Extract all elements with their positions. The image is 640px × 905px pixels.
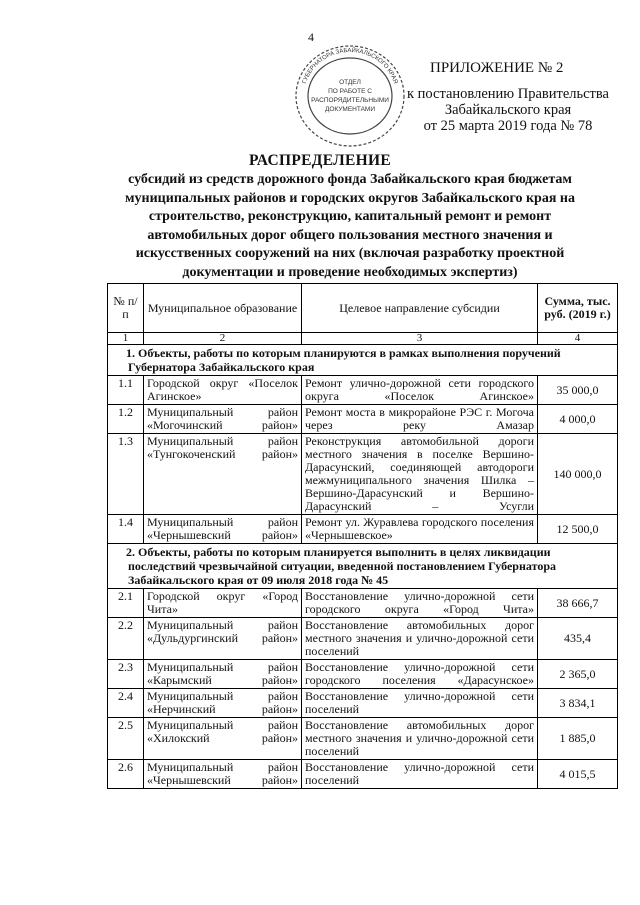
table-row: [108, 618, 618, 660]
subsidy-table: [107, 283, 618, 789]
official-stamp: [292, 38, 408, 154]
row-purpose: Ремонт улично-дорожной сети городского округа «Поселок Агинское»: [302, 376, 538, 405]
row-municipality: Муниципальный район «Хилокский район»: [144, 718, 302, 760]
row-number: 2.6: [108, 760, 144, 789]
row-purpose: Ремонт моста в микрорайоне РЭС г. Могоча через реку Амазар: [302, 405, 538, 434]
section-title: 1. Объекты, работы по которым планируются в рамках выполнения поручений Губернатора Забайкальского края: [108, 345, 618, 376]
table-row: [108, 405, 618, 434]
row-purpose: Ремонт ул. Журавлева городского поселения «Чернышевское»: [302, 515, 538, 544]
column-number: 3: [302, 333, 538, 345]
row-amount: 3 834,1: [538, 689, 618, 718]
stamp-line-3: РАСПОРЯДИТЕЛЬНЫМИ: [311, 97, 389, 104]
decree-line-2: Забайкальского края: [444, 102, 572, 118]
row-amount: 4 000,0: [538, 405, 618, 434]
row-number: 2.4: [108, 689, 144, 718]
column-number-row: [108, 333, 618, 345]
document-subtitle: субсидий из средств дорожного фонда Забайкальского края бюджетам муниципальных районов и городских округов Забайкальского края на строительство, реконструкцию, капитальный ремонт и ремонт автомобильных дорог общего пользования местного значения и искусственных сооружений на них (включая разработку проектной документации и проведение необходимых экспертиз): [125, 172, 575, 280]
row-amount: 4 015,5: [538, 760, 618, 789]
section-title: 2. Объекты, работы по которым планируется выполнить в целях ликвидации последствий чрезвычайной ситуации, введенной постановлением Губернатора Забайкальского края от 09 июля 2018 года № 45: [108, 544, 618, 589]
stamp-line-1: ОТДЕЛ: [339, 79, 361, 86]
row-purpose: Восстановление автомобильных дорог местного значения и улично-дорожной сети поселений: [302, 618, 538, 660]
column-number: 4: [538, 333, 618, 345]
row-number: 1.1: [108, 376, 144, 405]
row-amount: 140 000,0: [538, 434, 618, 515]
row-municipality: Городской округ «Поселок Агинское»: [144, 376, 302, 405]
row-municipality: Муниципальный район «Карымский район»: [144, 660, 302, 689]
page-number: 4: [308, 30, 314, 44]
stamp-ring-text: ГУБЕРНАТОРА ЗАБАЙКАЛЬСКОГО КРАЯ: [301, 47, 399, 85]
row-purpose: Восстановление улично-дорожной сети городского поселения «Дарасунское»: [302, 660, 538, 689]
header-number: № п/п: [108, 284, 144, 333]
decree-line-1: к постановлению Правительства: [407, 86, 609, 102]
row-municipality: Муниципальный район «Могочинский район»: [144, 405, 302, 434]
row-municipality: Муниципальный район «Тунгокоченский район»: [144, 434, 302, 515]
decree-reference: [392, 86, 624, 134]
table-row: [108, 434, 618, 515]
table-row: [108, 760, 618, 789]
column-number: 2: [144, 333, 302, 345]
table-row: [108, 376, 618, 405]
row-number: 2.2: [108, 618, 144, 660]
row-amount: 1 885,0: [538, 718, 618, 760]
appendix-label: ПРИЛОЖЕНИЕ № 2: [430, 60, 564, 76]
row-purpose: Реконструкция автомобильной дороги местного значения в поселке Вершино-Дарасунский, соединяющей автодороги межмуниципального значения Шилка – Вершино-Дарасунский и Вершино-Дарасунский – Усугли: [302, 434, 538, 515]
header-amount: Сумма, тыс. руб. (2019 г.): [538, 284, 618, 333]
row-municipality: Муниципальный район «Дульдургинский район»: [144, 618, 302, 660]
row-number: 1.3: [108, 434, 144, 515]
header-municipality: Муниципальное образование: [144, 284, 302, 333]
row-amount: 12 500,0: [538, 515, 618, 544]
column-number: 1: [108, 333, 144, 345]
section-row: [108, 345, 618, 376]
row-municipality: Муниципальный район «Чернышевский район»: [144, 515, 302, 544]
stamp-line-4: ДОКУМЕНТАМИ: [324, 106, 376, 113]
header-purpose: Целевое направление субсидии: [302, 284, 538, 333]
row-municipality: Муниципальный район «Чернышевский район»: [144, 760, 302, 789]
row-amount: 38 666,7: [538, 589, 618, 618]
row-purpose: Восстановление улично-дорожной сети поселений: [302, 760, 538, 789]
section-row: [108, 544, 618, 589]
decree-line-3: от 25 марта 2019 года № 78: [423, 118, 593, 134]
row-number: 2.5: [108, 718, 144, 760]
row-amount: 435,4: [538, 618, 618, 660]
table-row: [108, 515, 618, 544]
table-row: [108, 589, 618, 618]
row-purpose: Восстановление автомобильных дорог местного значения и улично-дорожной сети поселений: [302, 718, 538, 760]
row-number: 2.3: [108, 660, 144, 689]
row-municipality: Городской округ «Город Чита»: [144, 589, 302, 618]
row-purpose: Восстановление улично-дорожной сети поселений: [302, 689, 538, 718]
row-amount: 35 000,0: [538, 376, 618, 405]
row-number: 1.4: [108, 515, 144, 544]
row-amount: 2 365,0: [538, 660, 618, 689]
table-header-row: [108, 284, 618, 333]
row-municipality: Муниципальный район «Нерчинский район»: [144, 689, 302, 718]
row-number: 1.2: [108, 405, 144, 434]
stamp-line-2: ПО РАБОТЕ С: [328, 88, 372, 95]
row-purpose: Восстановление улично-дорожной сети городского округа «Город Чита»: [302, 589, 538, 618]
table-row: [108, 718, 618, 760]
table-row: [108, 660, 618, 689]
table-row: [108, 689, 618, 718]
row-number: 2.1: [108, 589, 144, 618]
document-title: РАСПРЕДЕЛЕНИЕ: [249, 152, 391, 169]
